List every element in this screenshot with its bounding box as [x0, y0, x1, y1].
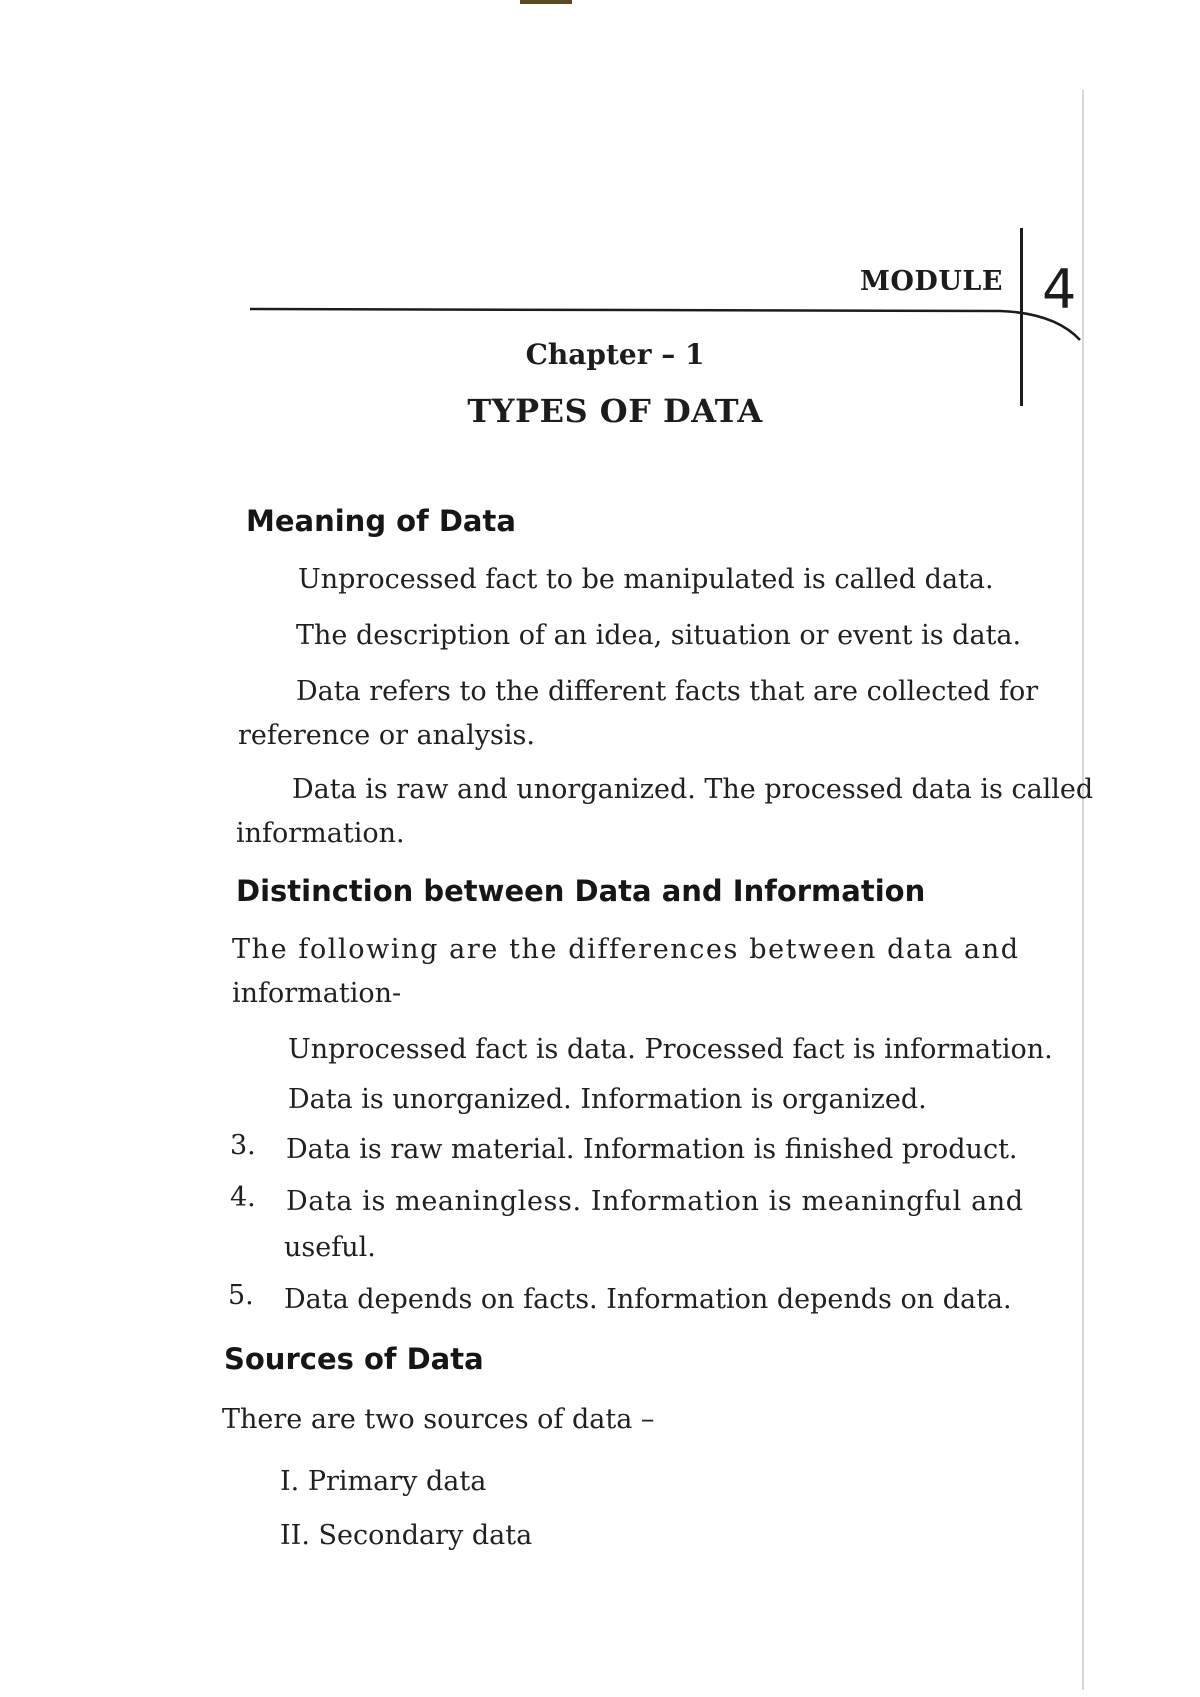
section-heading-meaning: Meaning of Data	[246, 504, 516, 538]
paragraph: There are two sources of data –	[222, 1404, 655, 1435]
list-item: Data is meaningless. Information is meaningful and	[286, 1186, 1024, 1217]
chapter-number: Chapter – 1	[525, 338, 705, 371]
list-number: 4.	[230, 1182, 256, 1213]
module-label: MODULE	[860, 266, 1003, 297]
list-number: 5.	[228, 1280, 254, 1311]
paragraph: information.	[236, 818, 405, 849]
paragraph: Unprocessed fact to be manipulated is called data.	[298, 564, 994, 595]
list-item: Unprocessed fact is data. Processed fact is information.	[288, 1034, 1053, 1065]
list-item: II. Secondary data	[280, 1520, 533, 1551]
paragraph: The description of an idea, situation or event is data.	[296, 620, 1022, 651]
chapter-title: TYPES OF DATA	[467, 392, 763, 430]
list-item: Data depends on facts. Information depends on data.	[284, 1284, 1012, 1315]
list-item: useful.	[284, 1232, 376, 1263]
list-item: I. Primary data	[280, 1466, 487, 1497]
list-number: 3.	[230, 1130, 256, 1161]
paragraph: Data is raw and unorganized. The processed data is called	[292, 774, 1094, 805]
module-number: 4	[1042, 258, 1077, 321]
paragraph: information-	[232, 978, 402, 1009]
section-heading-sources: Sources of Data	[224, 1342, 484, 1376]
module-divider	[1020, 228, 1023, 406]
paragraph: The following are the differences between data and	[232, 934, 1020, 965]
paragraph: reference or analysis.	[238, 720, 535, 751]
list-item: Data is raw material. Information is finished product.	[286, 1134, 1018, 1165]
list-item: Data is unorganized. Information is organized.	[288, 1084, 927, 1115]
paragraph: Data refers to the different facts that are collected for	[296, 676, 1039, 707]
section-heading-distinction: Distinction between Data and Information	[236, 874, 926, 908]
